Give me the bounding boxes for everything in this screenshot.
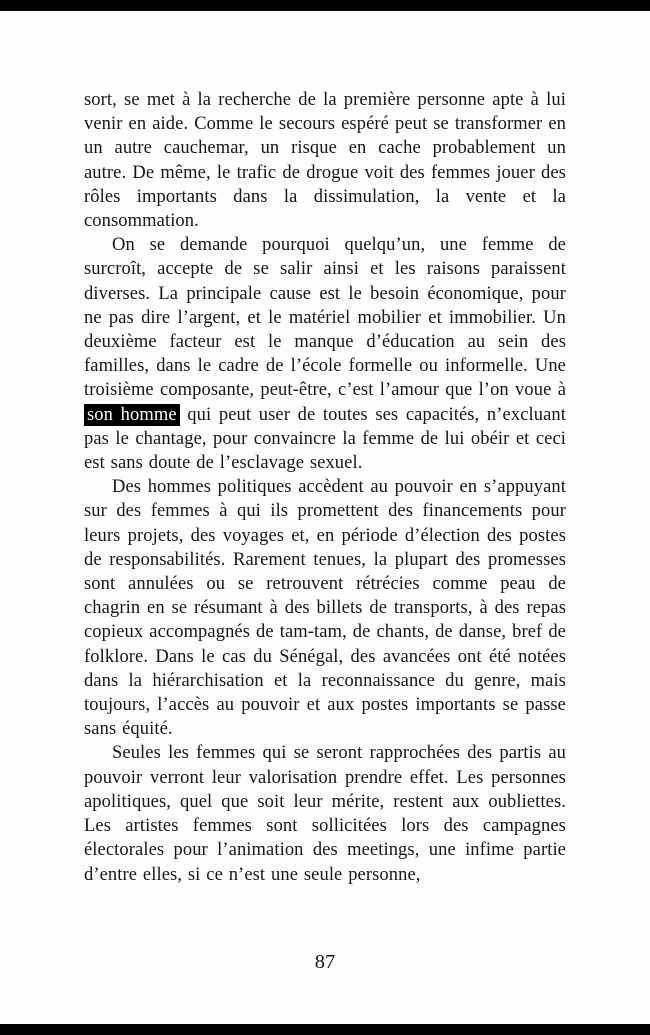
- highlighted-phrase: son homme: [84, 404, 180, 426]
- scan-edge-bottom: [0, 1024, 650, 1035]
- paragraph: sort, se met à la recherche de la première personne apte à lui venir en aide. Comme le secours espéré peut se transformer en un autre cauchemar, un risque en cache probablement un autre. De même, le trafic de drogue voit des femmes jouer des rôles importants dans la dissimulation, la vente et la consommation.: [84, 90, 566, 232]
- paragraph: Des hommes politiques accèdent au pouvoir en s’appuyant sur des femmes à qui ils promettent des financements pour leurs projets, des voyages et, en période d’élection des postes de responsabilités. Rarement tenues, la plupart des promesses sont annulées ou se retrouvent rétrécies comme peau de chagrin en se résumant à des billets de transports, à des repas copieux accompagnés de tam-tam, de chants, de danse, bref de folklore. Dans le cas du Sénégal, des avancées ont été notées dans la hiérarchisation et la reconnaissance du genre, mais toujours, l’accès au pouvoir et aux postes importants se passe sans équité.: [84, 477, 566, 740]
- paragraph: [84, 233, 566, 475]
- paragraph-text-after-highlight: qui peut user de toutes ses capacités, n’excluant pas le chantage, pour convaincre la femme de lui obéir et ceci est sans doute de l’esclavage sexuel.: [84, 404, 566, 474]
- paragraph: Seules les femmes qui se seront rapprochées des partis au pouvoir verront leur valorisation prendre effet. Les personnes apolitiques, quel que soit leur mérite, restent aux oubliettes. Les artistes femmes sont sollicitées lors des campagnes électorales pour l’animation des meetings, une infime partie d’entre elles, si ce n’est une seule personne,: [84, 743, 566, 885]
- scan-edge-top: [0, 0, 650, 11]
- paragraph-text-before-highlight: On se demande pourquoi quelqu’un, une femme de surcroît, accepte de se salir ainsi et les raisons paraissent diverses. La principale cause est le besoin économique, pour ne pas dire l’argent, et le matériel mobilier et immobilier. Un deuxième facteur est le manque d’éducation au sein des familles, dans le cadre de l’école formelle ou informelle. Une troisième composante, peut-être, c’est l’amour que l’on voue à: [84, 235, 566, 401]
- page-text-block: [84, 88, 566, 887]
- page-number: 87: [314, 951, 336, 973]
